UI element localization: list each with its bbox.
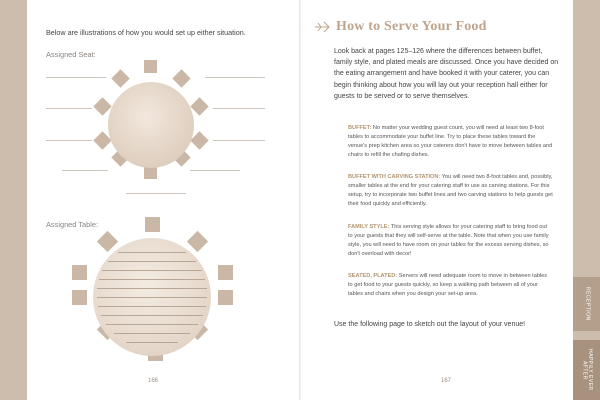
section-buffet-carving [348,173,553,209]
section-body: Servers will need adequate room to move in between tables to get food to your guests quickly, so keep a walking path between all of your tables and chairs when you design your set-up area. [348,273,548,298]
name-line [62,170,108,171]
writing-line [98,306,206,307]
tab-happily-label: HAPPILY EVER AFTER [581,349,593,391]
writing-line [114,333,190,334]
seat [97,231,118,252]
arrow-ornament-icon [314,18,332,36]
page-title: How to Serve Your Food [336,19,487,34]
name-line [46,140,92,141]
writing-line [97,297,207,298]
section-seated-plated [348,272,553,299]
tab-reception[interactable] [573,277,600,331]
name-line [190,170,240,171]
closing-text: Use the following page to sketch out the layout of your venue! [334,321,526,328]
seat [190,131,208,149]
writing-line [108,261,196,262]
writing-line [126,342,178,343]
section-header [314,18,487,36]
name-line [205,77,265,78]
page-number-right: 167 [441,378,452,384]
writing-line [106,324,198,325]
assigned-seat-label: Assigned Seat: [46,50,96,59]
section-body: No matter your wedding guest count, you will need at least two 8-foot tables to accommodate your buffet line. Try to place these tables toward the venue's prep kitchen area so your caterers don't have to move between tables and chairs to refill the chafing dishes. [348,125,553,159]
seat [145,217,160,232]
section-heading: BUFFET WITH CARVING STATION: [348,174,441,180]
assigned-table-label: Assigned Table: [46,220,99,229]
writing-line [102,270,202,271]
seat [72,265,87,280]
name-line [46,108,92,109]
round-table-seat-diagram [108,82,194,168]
seat [172,69,190,87]
tab-happily-ever-after[interactable] [573,340,600,400]
seat [72,290,87,305]
book-spine [299,0,301,400]
name-line [213,108,265,109]
left-intro-text: Below are illustrations of how you would set up either situation. [46,28,246,37]
seat [190,97,208,115]
name-line [213,140,265,141]
seat [187,231,208,252]
section-heading: FAMILY STYLE: [348,224,390,230]
writing-line [101,315,203,316]
seat [218,290,233,305]
page-number-left: 166 [148,378,159,384]
seat [218,265,233,280]
section-heading: BUFFET: [348,125,372,131]
writing-line [97,288,207,289]
section-body: This serving style allows for your catering staff to bring food out to your guests that they will self-serve at the table. Note that when you use family style, you will need to have room on your tables for the excess serving dishes, so don't overload with decor! [348,224,549,258]
section-buffet [348,124,553,160]
left-page-band [0,0,27,400]
seat [144,60,157,73]
section-family-style [348,223,553,259]
tab-reception-label: RECEPTION [584,287,591,321]
writing-line [99,279,205,280]
name-line [46,77,106,78]
intro-paragraph: Look back at pages 125–126 where the differences between buffet, family style, and plated meals are discussed. Once you have decided on the eating arrangement and have booked it with your caterer, you can begin thinking about how you will lay out your reception hall either for guests to be served or to serve themselves. [334,48,559,100]
name-line [126,193,186,194]
seat [111,69,129,87]
section-body: You will need two 8-foot tables and, possibly, smaller tables at the end for your catering staff to use as carving stations. For this setup, try to incorporate two buffet lines and two carving stations to help guests get their food quickly and efficiently. [348,174,553,208]
section-heading: SEATED, PLATED: [348,273,398,279]
writing-line [118,252,186,253]
